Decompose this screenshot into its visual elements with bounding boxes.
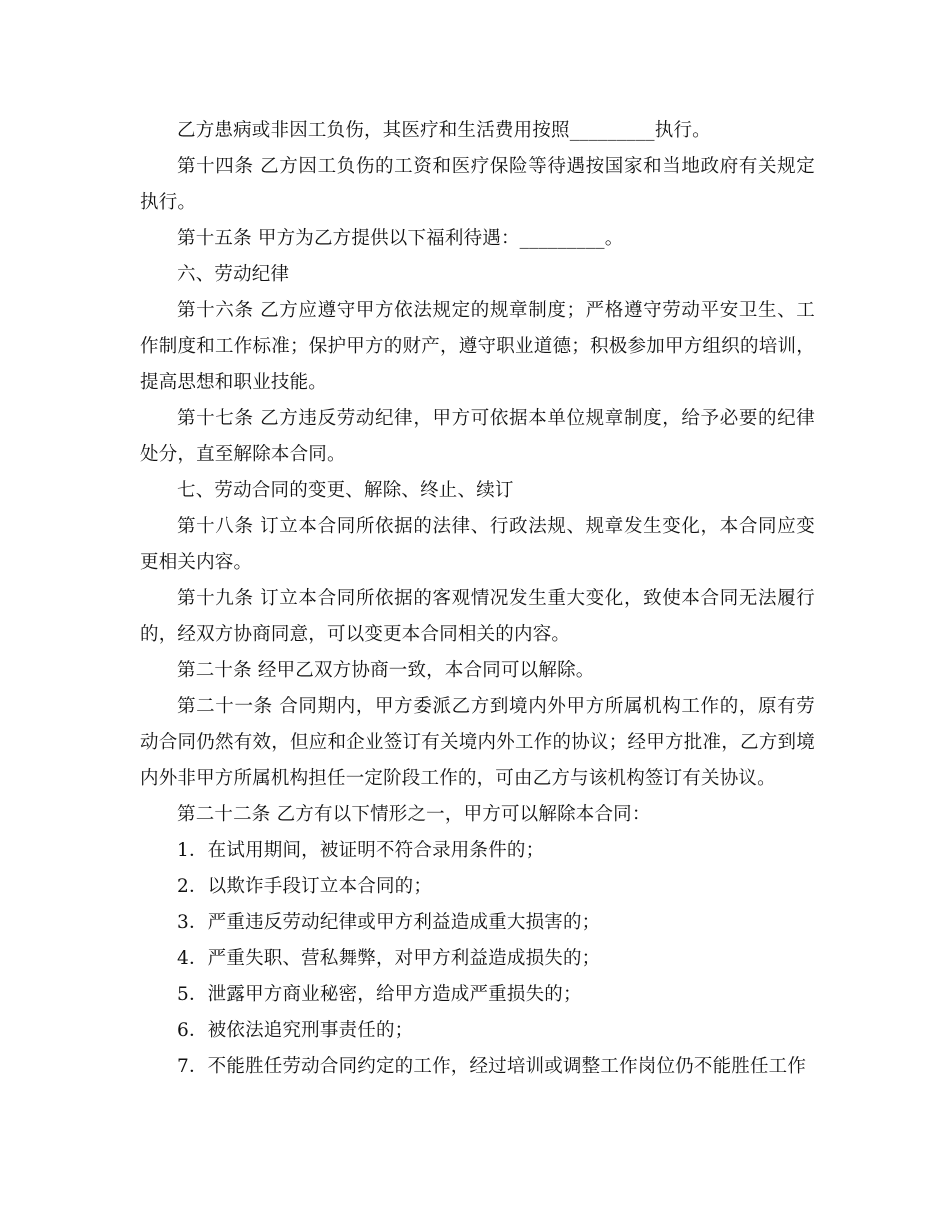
list-item: 1．在试用期间，被证明不符合录用条件的； — [177, 840, 545, 861]
list-item: 6．被依法追究刑事责任的； — [177, 1020, 414, 1041]
paragraph-article-21: 第二十一条 合同期内，甲方委派乙方到境内外甲方所属机构工作的，原有劳动合同仍然有效，但应和企业签订有关境内外工作的协议；经甲方批准，乙方到境内外非甲方所属机构担任一定阶段工作的，可由乙方与该机构签订有关协议。 — [140, 696, 815, 789]
paragraph-article-18: 第十八条 订立本合同所依据的法律、行政法规、规章发生变化，本合同应变更相关内容。 — [140, 516, 815, 573]
paragraph-article-20: 第二十条 经甲乙双方协商一致，本合同可以解除。 — [177, 660, 595, 681]
section-heading-contract-changes: 七、劳动合同的变更、解除、终止、续订 — [177, 480, 514, 501]
list-item: 4．严重失职、营私舞弊，对甲方利益造成损失的； — [177, 948, 601, 969]
paragraph-article-16: 第十六条 乙方应遵守甲方依法规定的规章制度；严格遵守劳动平安卫生、工作制度和工作标准；保护甲方的财产，遵守职业道德；积极参加甲方组织的培训，提高思想和职业技能。 — [140, 300, 815, 393]
paragraph-article-17: 第十七条 乙方违反劳动纪律，甲方可依据本单位规章制度，给予必要的纪律处分，直至解除本合同。 — [140, 408, 815, 465]
paragraph-article-15: 第十五条 甲方为乙方提供以下福利待遇：_________。 — [177, 228, 624, 249]
paragraph-article-19: 第十九条 订立本合同所依据的客观情况发生重大变化，致使本合同无法履行的，经双方协商同意，可以变更本合同相关的内容。 — [140, 588, 815, 645]
list-item: 7．不能胜任劳动合同约定的工作，经过培训或调整工作岗位仍不能胜任工作 — [177, 1056, 807, 1077]
list-item: 2．以欺诈手段订立本合同的； — [177, 876, 433, 897]
document-body — [140, 113, 815, 1085]
paragraph-article-22: 第二十二条 乙方有以下情形之一，甲方可以解除本合同： — [177, 804, 651, 825]
list-item: 5．泄露甲方商业秘密，给甲方造成严重损失的； — [177, 984, 582, 1005]
paragraph-medical-expenses: 乙方患病或非因工负伤，其医疗和生活费用按照_________执行。 — [177, 120, 711, 141]
section-heading-labor-discipline: 六、劳动纪律 — [177, 264, 290, 285]
paragraph-article-14: 第十四条 乙方因工负伤的工资和医疗保险等待遇按国家和当地政府有关规定执行。 — [140, 156, 815, 213]
list-item: 3．严重违反劳动纪律或甲方利益造成重大损害的； — [177, 912, 601, 933]
